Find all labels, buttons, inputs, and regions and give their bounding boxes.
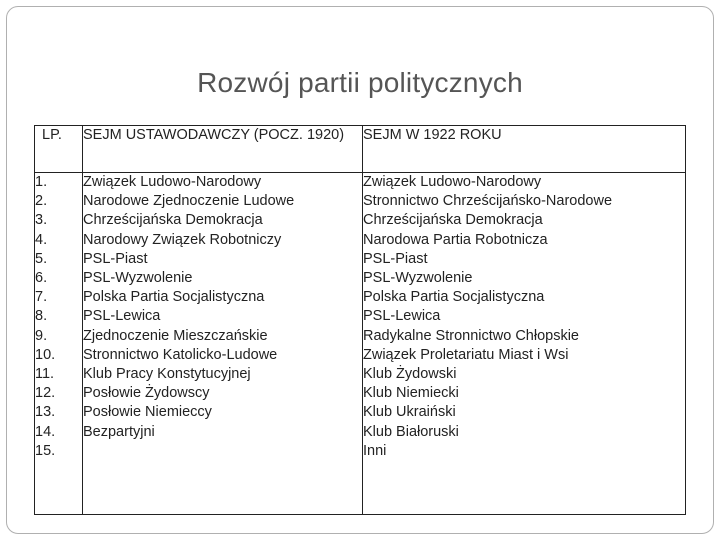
party-1920-item: Narodowy Związek Robotniczy — [83, 231, 282, 248]
party-1920-item: Klub Pracy Konstytucyjnej — [83, 366, 251, 383]
row-number: 8. — [35, 308, 48, 325]
row-number: 12. — [35, 385, 56, 402]
row-number: 13. — [35, 404, 56, 421]
party-1922-item: Stronnictwo Chrześcijańsko-Narodowe — [363, 193, 613, 210]
party-1920-item: Zjednoczenie Mieszczańskie — [83, 327, 268, 344]
party-1922-item: Radykalne Stronnictwo Chłopskie — [363, 327, 579, 344]
party-1922-item: Związek Proletariatu Miast i Wsi — [363, 346, 569, 363]
party-1922-item: PSL-Lewica — [363, 308, 441, 325]
party-1922-item: Klub Niemiecki — [363, 385, 459, 402]
sejm-1922-cell — [363, 173, 686, 515]
row-number: 2. — [35, 193, 48, 210]
numbers-cell — [35, 173, 83, 515]
party-1920-item: PSL-Piast — [83, 250, 148, 267]
table-body-row — [35, 173, 686, 515]
party-1922-item: Chrześcijańska Demokracja — [363, 212, 543, 229]
row-number: 14. — [35, 423, 56, 440]
party-1922-item: Klub Żydowski — [363, 366, 457, 383]
party-1922-item: Klub Ukraiński — [363, 404, 456, 421]
row-number: 10. — [35, 346, 56, 363]
row-number: 6. — [35, 270, 48, 287]
row-number: 9. — [35, 327, 48, 344]
party-1922-item: Związek Ludowo-Narodowy — [363, 174, 542, 190]
sejm-1920-cell — [83, 173, 363, 515]
party-1922-item: Narodowa Partia Robotnicza — [363, 231, 548, 248]
party-1922-item: PSL-Piast — [363, 250, 428, 267]
row-number: 1. — [35, 174, 48, 190]
party-1920-item: Związek Ludowo-Narodowy — [83, 174, 262, 190]
header-sejm-1922: SEJM W 1922 ROKU — [363, 126, 686, 173]
row-number: 15. — [35, 442, 56, 459]
party-1920-item: Chrześcijańska Demokracja — [83, 212, 263, 229]
row-number: 7. — [35, 289, 48, 306]
row-number: 5. — [35, 250, 48, 267]
table-header-row — [35, 126, 686, 173]
party-1920-item: PSL-Lewica — [83, 308, 161, 325]
party-1922-item: Polska Partia Socjalistyczna — [363, 289, 545, 306]
row-number: 4. — [35, 231, 48, 248]
party-1920-item: Bezpartyjni — [83, 423, 155, 440]
party-1920-item: PSL-Wyzwolenie — [83, 270, 193, 287]
party-1922-item: Klub Białoruski — [363, 423, 459, 440]
header-sejm-1920: SEJM USTAWODAWCZY (POCZ. 1920) — [83, 126, 363, 173]
party-1920-item: Posłowie Niemieccy — [83, 404, 212, 421]
party-1920-item: Posłowie Żydowscy — [83, 385, 210, 402]
row-number: 11. — [35, 366, 55, 383]
parties-table — [34, 125, 686, 515]
party-1922-item: Inni — [363, 442, 387, 459]
party-1920-item: Narodowe Zjednoczenie Ludowe — [83, 193, 295, 210]
row-number: 3. — [35, 212, 48, 229]
party-1920-item: Stronnictwo Katolicko-Ludowe — [83, 346, 278, 363]
party-1920-item: Polska Partia Socjalistyczna — [83, 289, 265, 306]
party-1922-item: PSL-Wyzwolenie — [363, 270, 473, 287]
header-lp: LP. — [35, 126, 83, 173]
slide-title: Rozwój partii politycznych — [197, 67, 523, 98]
